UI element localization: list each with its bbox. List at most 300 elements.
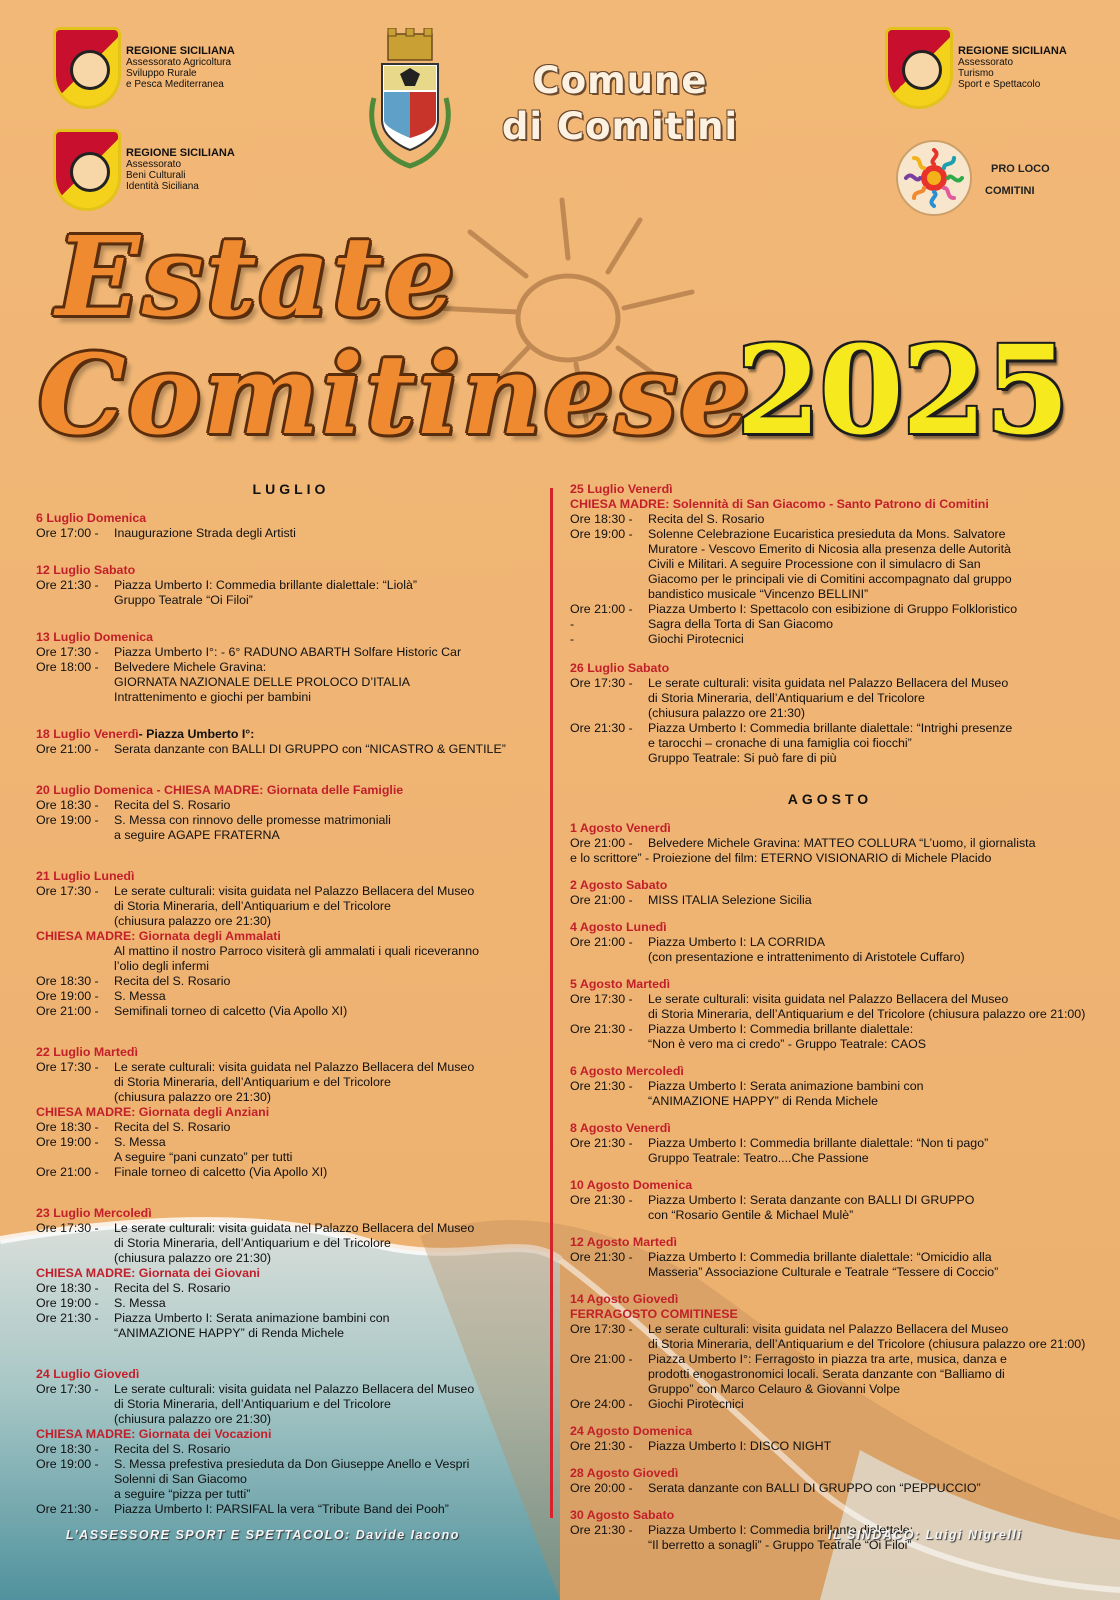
event-description: Piazza Umberto I: Spettacolo con esibizione di Gruppo Folkloristico: [648, 602, 1018, 616]
logo-regione-turismo: [888, 30, 1067, 106]
event-line: [570, 1481, 1090, 1496]
event-time: Ore 21:30 -: [570, 721, 633, 735]
event-description: S. Messa: [114, 989, 166, 1003]
event-line: [570, 1250, 1090, 1265]
event-subtitle: FERRAGOSTO COMITINESE: [570, 1307, 738, 1321]
event-block: [36, 869, 546, 1019]
trinacria-shield-icon: [888, 30, 950, 106]
event-time: [570, 542, 648, 557]
event-time: [36, 690, 114, 705]
event-time: Ore 21:30 -: [570, 1193, 633, 1207]
pro-loco-logo-icon: [896, 140, 972, 216]
event-time: [570, 691, 648, 706]
event-time: [36, 1397, 114, 1412]
event-date: 12 Luglio Sabato: [36, 563, 136, 577]
event-description: a seguire “pizza per tutti”: [114, 1487, 251, 1501]
event-time: Ore 21:30 -: [570, 1439, 633, 1453]
event-time: Ore 21:00 -: [570, 602, 633, 616]
comune-name: Comune di Comitini: [501, 59, 739, 148]
event-day: [36, 563, 546, 578]
event-description: Serata danzante con BALLI DI GRUPPO con “NICASTRO & GENTILE”: [114, 742, 506, 756]
event-time: Ore 17:00 -: [36, 526, 99, 540]
event-line: [36, 1221, 546, 1236]
event-day: [36, 630, 546, 645]
event-date: 8 Agosto Venerdì: [570, 1121, 671, 1135]
event-description: Inaugurazione Strada degli Artisti: [114, 526, 296, 540]
event-description: GIORNATA NAZIONALE DELLE PROLOCO D’ITALIA: [114, 675, 411, 689]
event-block: [36, 727, 546, 757]
event-description: prodotti enogastronomici locali. Serata danzante con “Balliamo di: [648, 1367, 1005, 1381]
event-description: Piazza Umberto I: PARSIFAL la vera “Tribute Band dei Pooh”: [114, 1502, 449, 1516]
event-time: [570, 1382, 648, 1397]
event-line: [36, 798, 546, 813]
event-description: l’olio degli infermi: [114, 959, 210, 973]
event-day: [36, 869, 546, 884]
event-description: Al mattino il nostro Parroco visiterà gli ammalati i quali riceveranno: [114, 944, 479, 958]
luglio-column: [36, 482, 546, 1517]
event-description: (con presentazione e intrattenimento di Aristotele Cuffaro): [648, 950, 965, 964]
event-line: [570, 632, 1090, 647]
event-line: [570, 706, 1090, 721]
event-line: [36, 1120, 546, 1135]
event-line: [36, 828, 546, 843]
event-time: [570, 1151, 648, 1166]
event-time: [570, 587, 648, 602]
event-block: [570, 1424, 1090, 1454]
event-date: 28 Agosto Giovedì: [570, 1466, 679, 1480]
event-block: [36, 783, 546, 843]
event-subtitle: CHIESA MADRE: Giornata degli Ammalati: [36, 929, 281, 943]
event-description: Piazza Umberto I°: - 6° RADUNO ABARTH Solfare Historic Car: [114, 645, 462, 659]
event-time: Ore 19:00 -: [36, 989, 99, 1003]
event-block: [570, 482, 1090, 647]
event-line: [570, 1136, 1090, 1151]
event-description: Piazza Umberto I: Serata animazione bambini con: [648, 1079, 924, 1093]
event-time: [36, 1472, 114, 1487]
event-time: [36, 593, 114, 608]
event-line: [570, 893, 1090, 908]
event-line: [570, 1037, 1090, 1052]
event-line: [570, 1367, 1090, 1382]
event-time: Ore 18:30 -: [36, 974, 99, 988]
signature-assessore: L’ASSESSORE SPORT E SPETTACOLO: Davide Iacono: [66, 1528, 460, 1542]
event-line: [36, 1281, 546, 1296]
event-line: [570, 691, 1090, 706]
event-time: Ore 19:00 -: [36, 1457, 99, 1471]
event-time: [570, 1367, 648, 1382]
event-line: [36, 974, 546, 989]
event-block: [570, 1466, 1090, 1496]
event-line: [570, 836, 1090, 851]
event-description: (chiusura palazzo ore 21:30): [114, 1090, 272, 1104]
event-list: [570, 821, 1090, 1553]
event-time: Ore 21:30 -: [570, 1136, 633, 1150]
event-line: [36, 989, 546, 1004]
event-description: Gruppo Teatrale: Si può fare di più: [648, 751, 837, 765]
event-time: Ore 21:00 -: [570, 935, 633, 949]
event-time: Ore 17:30 -: [36, 884, 99, 898]
event-line: [570, 1022, 1090, 1037]
event-time: [570, 1208, 648, 1223]
event-line: [570, 676, 1090, 691]
event-day: [570, 1178, 1090, 1193]
event-block: [570, 1064, 1090, 1109]
event-day: [570, 1508, 1090, 1523]
event-day: [570, 482, 1090, 497]
event-description-wide: e lo scrittore” - Proiezione del film: ETERNO VISIONARIO di Michele Placido: [570, 851, 992, 865]
event-line: [570, 1439, 1090, 1454]
event-time: [36, 1075, 114, 1090]
event-description: Recita del S. Rosario: [114, 1120, 231, 1134]
event-date: 10 Agosto Domenica: [570, 1178, 693, 1192]
event-description: (chiusura palazzo ore 21:30): [648, 706, 806, 720]
event-time: [570, 1337, 648, 1352]
event-date: 23 Luglio Mercoledì: [36, 1206, 152, 1220]
event-line: [570, 542, 1090, 557]
event-date: 24 Agosto Domenica: [570, 1424, 693, 1438]
event-time: Ore 18:30 -: [570, 512, 633, 526]
event-description: (chiusura palazzo ore 21:30): [114, 1251, 272, 1265]
comune-crest-icon: [360, 28, 460, 173]
event-time: [570, 1007, 648, 1022]
event-time: [36, 959, 114, 974]
event-description: Piazza Umberto I: Serata animazione bambini con: [114, 1311, 390, 1325]
event-description: Piazza Umberto I: Commedia brillante dialettale: “Omicidio alla: [648, 1250, 992, 1264]
event-subtitle: CHIESA MADRE: Giornata dei Vocazioni: [36, 1427, 272, 1441]
event-day: [570, 1466, 1090, 1481]
event-line: [570, 527, 1090, 542]
event-time: Ore 19:00 -: [36, 1135, 99, 1149]
event-description: Piazza Umberto I: DISCO NIGHT: [648, 1439, 832, 1453]
event-description: Le serate culturali: visita guidata nel Palazzo Bellacera del Museo: [648, 676, 1009, 690]
event-time: Ore 17:30 -: [36, 1221, 99, 1235]
event-time: [570, 572, 648, 587]
event-description: Finale torneo di calcetto (Via Apollo XI): [114, 1165, 328, 1179]
event-subtitle: CHIESA MADRE: Giornata dei Giovani: [36, 1266, 260, 1280]
event-line: [36, 1165, 546, 1180]
event-description: Piazza Umberto I: LA CORRIDA: [648, 935, 825, 949]
event-time: Ore 21:30 -: [36, 1311, 99, 1325]
event-description: bandistico musicale “Vincenzo BELLINI”: [648, 587, 869, 601]
event-list: [36, 511, 546, 1517]
event-line: [36, 1382, 546, 1397]
event-time: [570, 557, 648, 572]
event-date: 30 Agosto Sabato: [570, 1508, 675, 1522]
event-line: [36, 1135, 546, 1150]
event-description: S. Messa prefestiva presieduta da Don Giuseppe Anello e Vespri: [114, 1457, 470, 1471]
event-line: [36, 1311, 546, 1326]
event-line: [570, 721, 1090, 736]
event-time: [36, 1487, 114, 1502]
event-description: Giacomo per le principali vie di Comitini accompagnato dal gruppo: [648, 572, 1012, 586]
event-time: [570, 1037, 648, 1052]
event-description: a seguire AGAPE FRATERNA: [114, 828, 280, 842]
event-description: Piazza Umberto I: Commedia brillante dialettale: “Intrighi presenze: [648, 721, 1013, 735]
event-description: Civili e Militari. A seguire Processione con il simulacro di San: [648, 557, 981, 571]
event-date: 24 Luglio Giovedì: [36, 1367, 140, 1381]
pro-loco-label: PRO LOCO COMITINI: [985, 163, 1050, 197]
event-block: [36, 1367, 546, 1517]
event-line: [36, 813, 546, 828]
event-time: Ore 21:30 -: [36, 1502, 99, 1516]
event-description: (chiusura palazzo ore 21:30): [114, 1412, 272, 1426]
event-time: [36, 899, 114, 914]
event-date: 6 Luglio Domenica: [36, 511, 147, 525]
event-block: [570, 1178, 1090, 1223]
event-time: -: [570, 617, 575, 631]
column-divider: [550, 488, 553, 1518]
event-description: di Storia Mineraria, dell’Antiquarium e del Tricolore: [114, 1075, 391, 1089]
event-description: Recita del S. Rosario: [114, 974, 231, 988]
event-line: [570, 736, 1090, 751]
month-heading: LUGLIO: [252, 481, 330, 497]
event-line: [36, 914, 546, 929]
month-heading: AGOSTO: [787, 791, 873, 807]
event-time: Ore 21:30 -: [570, 1523, 633, 1537]
event-date: 26 Luglio Sabato: [570, 661, 670, 675]
event-day: [570, 1064, 1090, 1079]
event-day: [570, 878, 1090, 893]
event-date: 25 Luglio Venerdì: [570, 482, 673, 496]
event-line: [570, 1094, 1090, 1109]
event-line: [570, 1007, 1090, 1022]
signature-sindaco: IL SINDACO: Luigi Nigrelli: [828, 1528, 1023, 1542]
event-description: Solenne Celebrazione Eucaristica presieduta da Mons. Salvatore: [648, 527, 1006, 541]
event-time: Ore 21:30 -: [570, 1250, 633, 1264]
event-day: [570, 977, 1090, 992]
event-line: [570, 1208, 1090, 1223]
event-description: Recita del S. Rosario: [114, 1281, 231, 1295]
event-date: 20 Luglio Domenica - CHIESA MADRE: Giornata delle Famiglie: [36, 783, 404, 797]
event-description: Intrattenimento e giochi per bambini: [114, 690, 311, 704]
event-description: e tarocchi – cronache di una famiglia coi fiocchi”: [648, 736, 912, 750]
event-line: [570, 950, 1090, 965]
event-time: Ore 18:30 -: [36, 1120, 99, 1134]
event-line: [570, 572, 1090, 587]
event-line: [570, 602, 1090, 617]
trinacria-shield-icon: [56, 132, 118, 208]
event-line: [570, 1151, 1090, 1166]
event-line: [36, 1090, 546, 1105]
event-description: di Storia Mineraria, dell’Antiquarium e del Tricolore: [114, 1236, 391, 1250]
event-line: [36, 1326, 546, 1341]
event-date: 14 Agosto Giovedì: [570, 1292, 679, 1306]
event-block: [570, 977, 1090, 1052]
logo-text: REGIONE SICILIANA Assessorato Beni Culturali Identità Siciliana: [126, 147, 235, 192]
event-date: 1 Agosto Venerdì: [570, 821, 671, 835]
event-line: [36, 959, 546, 974]
event-date: 13 Luglio Domenica: [36, 630, 154, 644]
title-comitinese: Comitinese: [38, 330, 752, 459]
event-time: Ore 17:30 -: [570, 1322, 633, 1336]
event-description: “ANIMAZIONE HAPPY” di Renda Michele: [114, 1326, 344, 1340]
event-line: [36, 1150, 546, 1165]
event-time: Ore 24:00 -: [570, 1397, 633, 1411]
event-time: [36, 675, 114, 690]
event-day: [570, 1292, 1090, 1307]
event-line: [570, 1352, 1090, 1367]
event-day: [36, 1367, 546, 1382]
event-description: A seguire “pani cunzato” per tutti: [114, 1150, 293, 1164]
event-description: di Storia Mineraria, dell’Antiquarium e del Tricolore: [114, 1397, 391, 1411]
year: 2025: [736, 318, 1068, 462]
event-line: [570, 935, 1090, 950]
event-line: [570, 587, 1090, 602]
event-line: [36, 1502, 546, 1517]
event-description: Recita del S. Rosario: [648, 512, 765, 526]
event-description: Piazza Umberto I: Commedia brillante dialettale: “Non ti pago”: [648, 1136, 989, 1150]
event-line: [570, 992, 1090, 1007]
event-description: Recita del S. Rosario: [114, 1442, 231, 1456]
event-day: [36, 783, 546, 798]
event-time: Ore 19:00 -: [36, 813, 99, 827]
event-time: Ore 17:30 -: [36, 1382, 99, 1396]
event-line: [36, 1296, 546, 1311]
event-description: Gruppo Teatrale: Teatro....Che Passione: [648, 1151, 869, 1165]
event-description: S. Messa: [114, 1296, 166, 1310]
event-day: [36, 727, 546, 742]
event-line: [36, 899, 546, 914]
event-line: [570, 1382, 1090, 1397]
event-description: Sagra della Torta di San Giacomo: [648, 617, 834, 631]
event-line: [36, 526, 546, 541]
event-description: Semifinali torneo di calcetto (Via Apollo XI): [114, 1004, 348, 1018]
event-line: [36, 1251, 546, 1266]
event-day: [36, 1206, 546, 1221]
event-line: [570, 751, 1090, 766]
event-date: 4 Agosto Lunedì: [570, 920, 667, 934]
event-time: -: [570, 632, 575, 646]
title-estate: Estate: [56, 212, 457, 341]
event-block: [36, 630, 546, 705]
event-block: [570, 1235, 1090, 1280]
event-time: Ore 18:30 -: [36, 798, 99, 812]
event-block: [570, 821, 1090, 866]
event-description: “ANIMAZIONE HAPPY” di Renda Michele: [648, 1094, 878, 1108]
event-line: [570, 1397, 1090, 1412]
event-time: Ore 17:30 -: [570, 992, 633, 1006]
event-line: [36, 944, 546, 959]
event-day-suffix: - Piazza Umberto I°:: [138, 727, 255, 741]
event-time: Ore 20:00 -: [570, 1481, 633, 1495]
event-time: [36, 944, 114, 959]
event-time: Ore 19:00 -: [36, 1296, 99, 1310]
event-day: [570, 661, 1090, 676]
event-date: 18 Luglio Venerdì: [36, 727, 139, 741]
event-line: [36, 660, 546, 675]
event-description: Giochi Pirotecnici: [648, 632, 744, 646]
event-time: [36, 828, 114, 843]
event-description: di Storia Mineraria, dell’Antiquarium e del Tricolore (chiusura palazzo ore 21:00): [648, 1337, 1086, 1351]
event-time: [36, 1412, 114, 1427]
event-line: [36, 1412, 546, 1427]
event-description: Piazza Umberto I°: Ferragosto in piazza tra arte, musica, danza e: [648, 1352, 1007, 1366]
event-time: [36, 914, 114, 929]
logo-regione-beni-culturali: [56, 132, 235, 208]
event-time: Ore 18:30 -: [36, 1442, 99, 1456]
event-block: [570, 920, 1090, 965]
event-description: (chiusura palazzo ore 21:30): [114, 914, 272, 928]
event-line: [570, 512, 1090, 527]
event-description: Piazza Umberto I: Commedia brillante dialettale:: [648, 1022, 914, 1036]
event-time: [36, 1326, 114, 1341]
event-time: Ore 21:00 -: [36, 742, 99, 756]
event-time: [36, 1150, 114, 1165]
event-date: 21 Luglio Lunedì: [36, 869, 135, 883]
event-line: [570, 1337, 1090, 1352]
logo-text: REGIONE SICILIANA Assessorato Turismo Sport e Spettacolo: [958, 45, 1067, 90]
event-line: [36, 1397, 546, 1412]
event-time: Ore 21:00 -: [36, 1165, 99, 1179]
event-description: di Storia Mineraria, dell’Antiquarium e del Tricolore: [648, 691, 925, 705]
event-line: [36, 675, 546, 690]
event-description: Giochi Pirotecnici: [648, 1397, 744, 1411]
event-subtitle: CHIESA MADRE: Solennità di San Giacomo - Santo Patrono di Comitini: [570, 497, 989, 511]
event-day: [570, 1424, 1090, 1439]
event-description: “Il berretto a sonagli” - Gruppo Teatrale “Oi Filoi”: [648, 1538, 912, 1552]
event-description: di Storia Mineraria, dell’Antiquarium e del Tricolore (chiusura palazzo ore 21:00): [648, 1007, 1086, 1021]
event-description: Masseria” Associazione Culturale e Teatrale “Tessere di Coccio”: [648, 1265, 999, 1279]
event-time: [570, 1538, 648, 1553]
event-time: [570, 736, 648, 751]
event-block: [570, 1121, 1090, 1166]
event-line: [36, 1075, 546, 1090]
event-line: [36, 884, 546, 899]
event-day: [570, 920, 1090, 935]
event-line: [570, 1265, 1090, 1280]
event-time: [36, 1236, 114, 1251]
event-time: Ore 17:30 -: [570, 676, 633, 690]
event-time: [570, 1094, 648, 1109]
event-line: [570, 1193, 1090, 1208]
event-time: Ore 18:30 -: [36, 1281, 99, 1295]
event-date: 12 Agosto Martedì: [570, 1235, 677, 1249]
event-line: [36, 1442, 546, 1457]
event-line: [36, 1487, 546, 1502]
event-time: [36, 1090, 114, 1105]
event-line: [36, 645, 546, 660]
event-day: [570, 1235, 1090, 1250]
event-block: [570, 661, 1090, 766]
event-day: [36, 511, 546, 526]
event-description: Piazza Umberto I: Commedia brillante dialettale: “Liolà”: [114, 578, 418, 592]
event-block: [570, 1292, 1090, 1412]
event-description: di Storia Mineraria, dell’Antiquarium e del Tricolore: [114, 899, 391, 913]
event-block: [570, 878, 1090, 908]
event-time: Ore 21:30 -: [36, 578, 99, 592]
event-day: [570, 1121, 1090, 1136]
event-description: Le serate culturali: visita guidata nel Palazzo Bellacera del Museo: [648, 992, 1009, 1006]
event-time: Ore 21:00 -: [36, 1004, 99, 1018]
event-time: Ore 17:30 -: [36, 645, 99, 659]
event-description: Le serate culturali: visita guidata nel Palazzo Bellacera del Museo: [114, 1382, 475, 1396]
event-date: 22 Luglio Martedì: [36, 1045, 138, 1059]
event-line: [570, 617, 1090, 632]
event-line: [36, 690, 546, 705]
event-time: Ore 19:00 -: [570, 527, 633, 541]
event-time: Ore 18:00 -: [36, 660, 99, 674]
event-time: [36, 1251, 114, 1266]
event-description: Le serate culturali: visita guidata nel Palazzo Bellacera del Museo: [114, 1060, 475, 1074]
event-time: Ore 21:30 -: [570, 1022, 633, 1036]
event-description: MISS ITALIA Selezione Sicilia: [648, 893, 812, 907]
agosto-column: [570, 482, 1090, 1553]
event-time: Ore 21:30 -: [570, 1079, 633, 1093]
event-description: Piazza Umberto I: Commedia brillante dialettale:: [648, 1523, 914, 1537]
event-day: [570, 821, 1090, 836]
event-line: [570, 1079, 1090, 1094]
event-day: [36, 1045, 546, 1060]
